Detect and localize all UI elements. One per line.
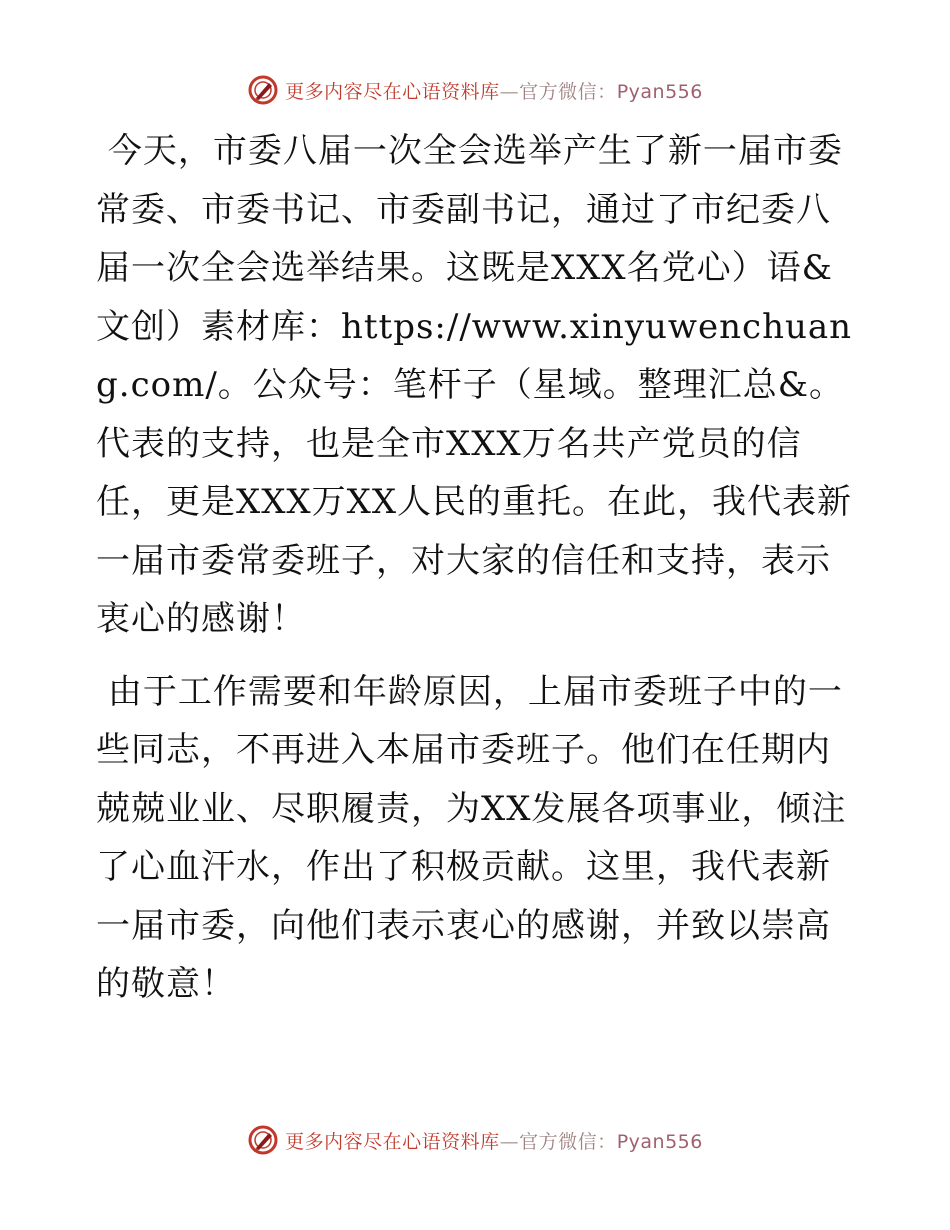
header-banner: [0, 70, 950, 110]
footer-banner-id: Pyan556: [616, 1130, 703, 1153]
pen-circle-logo-icon: [247, 74, 279, 106]
header-banner-text: [285, 77, 703, 104]
header-banner-dash: —: [499, 80, 520, 103]
header-banner-id: Pyan556: [616, 80, 703, 103]
paragraph-1: 今天，市委八届一次全会选举产生了新一届市委常委、市委书记、市委副书记，通过了市纪委八届一次全会选举结果。这既是XXX名党心）语&文创）素材库：https://www.xinyuwenchuang.com/。公众号：笔杆子（星域。整理汇总&。代表的支持，也是全市XXX万名共产党员的信任，更是XXX万XX人民的重托。在此，我代表新一届市委常委班子，对大家的信任和支持，表示衷心的感谢！: [96, 131, 853, 639]
document-body: [96, 122, 856, 1014]
header-banner-content: [247, 74, 703, 106]
footer-banner-dash: —: [499, 1130, 520, 1153]
footer-banner-main: 更多内容尽在心语资料库: [285, 1130, 500, 1153]
header-banner-sub: 官方微信：: [519, 80, 617, 103]
footer-banner-text: [285, 1127, 703, 1154]
footer-banner-content: [247, 1124, 703, 1156]
header-banner-main: 更多内容尽在心语资料库: [285, 80, 500, 103]
footer-banner: [0, 1120, 950, 1160]
footer-banner-sub: 官方微信：: [519, 1130, 617, 1153]
paragraph-2: 由于工作需要和年龄原因，上届市委班子中的一些同志，不再进入本届市委班子。他们在任期内兢兢业业、尽职履责，为XX发展各项事业，倾注了心血汗水，作出了积极贡献。这里，我代表新一届市委，向他们表示衷心的感谢，并致以崇高的敬意！: [96, 671, 847, 1004]
pen-circle-logo-icon: [247, 1124, 279, 1156]
